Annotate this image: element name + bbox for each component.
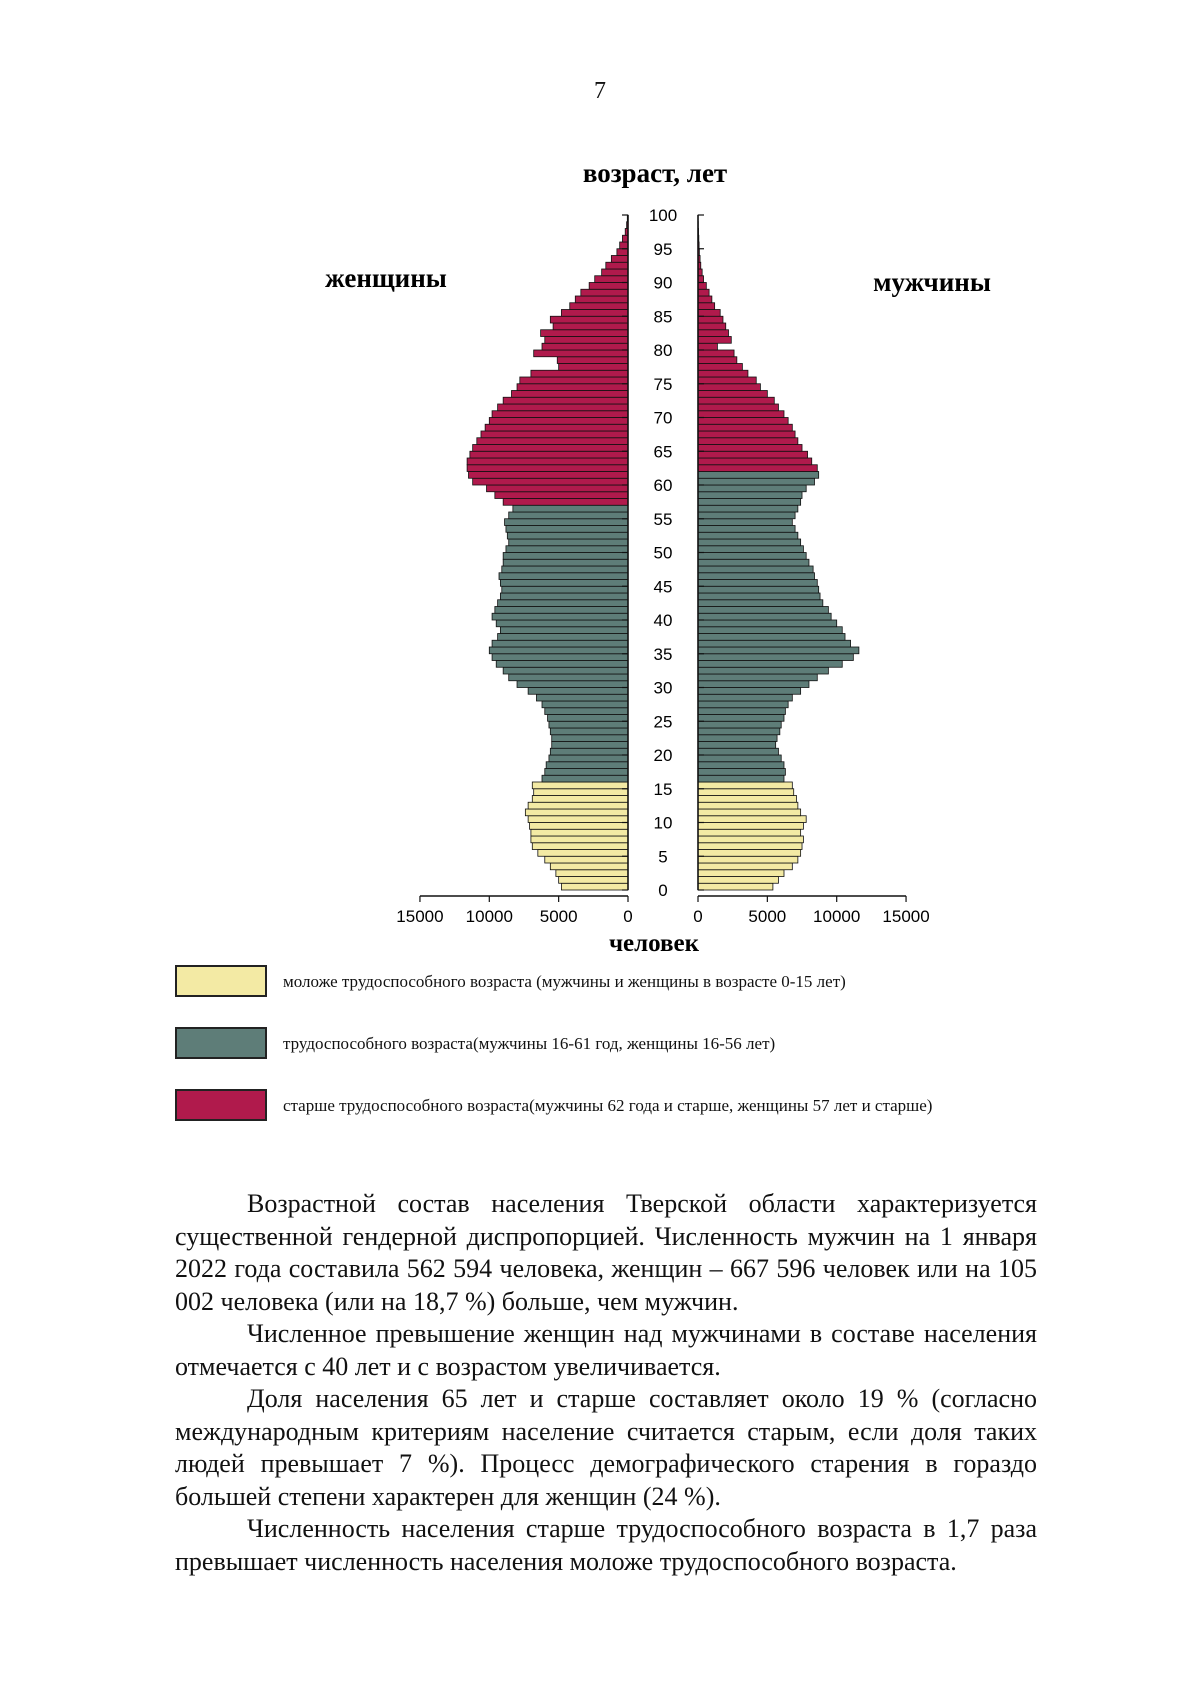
bar-men-age-71	[698, 404, 778, 411]
bar-men-age-54	[698, 519, 792, 526]
bar-women-age-64	[470, 451, 628, 458]
bar-men-age-78	[698, 357, 737, 364]
bar-women-age-85	[561, 310, 628, 317]
bar-men-age-17	[698, 769, 785, 776]
bar-men-age-13	[698, 796, 796, 803]
bar-men-age-5	[698, 850, 801, 857]
bar-men-age-57	[698, 499, 801, 506]
legend-text-young: моложе трудоспособного возраста (мужчины и женщины в возрасте 0-15 лет)	[283, 972, 846, 991]
bar-men-age-82	[698, 330, 729, 337]
bar-women-age-46	[499, 573, 628, 580]
paragraph-3: Доля населения 65 лет и старше составляет около 19 % (согласно международным критериям население считается старым, если доля таких людей превышает 7 %). Процесс демографического старения в гораздо большей степени характерен для женщин (24 %).	[175, 1384, 1037, 1511]
age-tick-label-0: 0	[658, 881, 668, 900]
bar-men-age-89	[698, 283, 706, 290]
bar-men-age-45	[698, 580, 817, 587]
age-tick-label-50: 50	[653, 543, 673, 563]
bar-men-age-39	[698, 620, 837, 627]
bar-women-age-8	[531, 829, 628, 836]
bar-men-age-53	[698, 526, 795, 533]
bar-women-age-40	[492, 613, 628, 620]
bar-men-age-4	[698, 856, 798, 863]
bar-men-age-51	[698, 539, 801, 546]
paragraph-2: Численное превышение женщин над мужчинами в составе населения отмечается с 40 лет и с возрастом увеличивается.	[175, 1319, 1037, 1381]
bar-women-age-24	[549, 721, 628, 728]
bar-women-age-4	[545, 856, 628, 863]
bar-women-age-91	[602, 269, 628, 276]
legend-item-elder	[175, 1087, 1035, 1143]
bar-women-age-55	[509, 512, 628, 519]
bar-men-age-74	[698, 384, 760, 391]
bar-women-age-47	[502, 566, 628, 573]
bar-men-age-29	[698, 688, 801, 695]
bar-women-age-54	[505, 519, 628, 526]
bar-men-age-16	[698, 775, 784, 782]
bar-women-age-0	[561, 883, 628, 890]
bar-women-age-6	[532, 843, 628, 850]
bar-women-age-77	[559, 364, 628, 371]
bar-women-age-22	[552, 735, 628, 742]
bar-women-age-73	[511, 391, 628, 398]
bar-men-age-46	[698, 573, 815, 580]
bar-women-age-27	[542, 701, 628, 708]
bar-men-age-12	[698, 802, 798, 809]
bar-men-age-90	[698, 276, 704, 283]
bar-men-age-49	[698, 553, 806, 560]
age-tick-label-75: 75	[653, 374, 673, 394]
bar-women-age-36	[492, 640, 628, 647]
bar-men-age-64	[698, 451, 808, 458]
bar-men-age-6	[698, 843, 802, 850]
bar-women-age-14	[534, 789, 628, 796]
bar-women-age-74	[517, 384, 628, 391]
women-label: женщины	[325, 263, 447, 293]
bar-men-age-11	[698, 809, 801, 816]
bar-women-age-95	[620, 242, 628, 249]
bar-women-age-11	[525, 809, 628, 816]
bar-men-age-7	[698, 836, 803, 843]
age-tick-label-5: 5	[658, 847, 668, 867]
bar-women-age-63	[467, 458, 628, 465]
bar-men-age-75	[698, 377, 756, 384]
bar-women-age-82	[541, 330, 628, 337]
bar-women-age-1	[559, 877, 628, 884]
bar-women-age-26	[545, 708, 628, 715]
age-tick-label-10: 10	[653, 813, 673, 833]
bar-women-age-33	[496, 661, 628, 668]
bar-women-age-81	[545, 337, 628, 344]
age-tick-label-20: 20	[653, 746, 673, 765]
bar-women-age-25	[548, 715, 628, 722]
bar-women-age-42	[498, 600, 628, 607]
bar-men-age-10	[698, 816, 806, 823]
bar-women-age-41	[495, 607, 628, 614]
bar-men-age-72	[698, 397, 774, 404]
bar-men-age-88	[698, 289, 709, 296]
bar-men-age-40	[698, 613, 831, 620]
bar-men-age-60	[698, 478, 815, 485]
bar-women-age-10	[528, 816, 628, 823]
bar-women-age-71	[498, 404, 628, 411]
bar-women-age-28	[536, 694, 628, 701]
bar-women-age-67	[481, 431, 628, 438]
bar-women-age-44	[502, 586, 628, 593]
bar-women-age-48	[503, 559, 628, 566]
bar-women-age-39	[496, 620, 628, 627]
bar-men-age-48	[698, 559, 809, 566]
bar-men-age-0	[698, 883, 773, 890]
bar-women-age-92	[606, 262, 628, 269]
bar-women-age-62	[467, 465, 628, 472]
bar-women-age-51	[509, 539, 628, 546]
bar-women-age-15	[532, 782, 628, 789]
bar-women-age-49	[503, 553, 628, 560]
paragraph-4: Численность населения старше трудоспособного возраста в 1,7 раза превышает численность населения моложе трудоспособного возраста.	[175, 1514, 1037, 1576]
bar-men-age-62	[698, 465, 817, 472]
bar-men-age-36	[698, 640, 851, 647]
bar-women-age-94	[617, 249, 628, 256]
women-bars	[467, 215, 628, 890]
bar-women-age-2	[556, 870, 628, 877]
bar-men-age-41	[698, 607, 828, 614]
bar-men-age-20	[698, 748, 778, 755]
men-label: мужчины	[873, 267, 991, 297]
age-tick-label-40: 40	[653, 611, 673, 630]
bar-men-age-28	[698, 694, 792, 701]
bar-women-age-83	[553, 323, 628, 330]
bar-women-age-13	[532, 796, 628, 803]
bar-women-age-21	[552, 742, 628, 749]
bar-men-age-1	[698, 877, 778, 884]
age-tick-label-85: 85	[653, 307, 673, 327]
bar-men-age-47	[698, 566, 813, 573]
bar-women-age-60	[473, 478, 628, 485]
bar-women-age-56	[513, 505, 628, 512]
x-tick-label-left-5000: 5000	[539, 907, 578, 926]
chart-title: возраст, лет	[582, 158, 728, 188]
bar-women-age-19	[549, 755, 628, 762]
bar-women-age-93	[611, 256, 628, 263]
bar-men-age-30	[698, 681, 809, 688]
bar-women-age-3	[550, 863, 628, 870]
bar-men-age-27	[698, 701, 788, 708]
bar-women-age-61	[468, 472, 628, 479]
bar-women-age-66	[477, 438, 628, 445]
page-number: 7	[594, 78, 606, 104]
age-tick-label-25: 25	[653, 712, 673, 732]
bar-men-age-19	[698, 755, 781, 762]
bar-men-age-33	[698, 661, 842, 668]
bar-men-age-87	[698, 296, 712, 303]
bar-women-age-53	[506, 526, 628, 533]
bar-women-age-69	[489, 418, 628, 425]
legend-swatch-young	[175, 965, 267, 997]
bar-women-age-37	[498, 634, 628, 641]
bar-men-age-35	[698, 647, 859, 654]
bar-men-age-65	[698, 445, 802, 452]
bar-women-age-84	[550, 316, 628, 323]
bar-men-age-79	[698, 350, 734, 357]
bar-men-age-56	[698, 505, 798, 512]
bar-men-age-44	[698, 586, 819, 593]
bar-women-age-78	[557, 357, 628, 364]
bar-men-age-69	[698, 418, 788, 425]
legend	[175, 963, 1035, 1149]
bar-women-age-29	[528, 688, 628, 695]
bar-men-age-24	[698, 721, 781, 728]
x-tick-label-right-10000: 10000	[813, 907, 861, 926]
bar-women-age-45	[500, 580, 628, 587]
bar-men-age-58	[698, 492, 802, 499]
age-tick-label-35: 35	[653, 644, 673, 664]
bar-women-age-59	[487, 485, 628, 492]
bar-women-age-35	[489, 647, 628, 654]
bar-men-age-9	[698, 823, 803, 830]
body-text	[175, 1188, 1037, 1578]
bar-men-age-8	[698, 829, 801, 836]
bar-women-age-57	[503, 499, 628, 506]
bar-men-age-80	[698, 343, 717, 350]
bar-women-age-70	[492, 411, 628, 418]
bar-women-age-9	[530, 823, 628, 830]
bar-men-age-26	[698, 708, 785, 715]
age-tick-label-45: 45	[653, 577, 673, 597]
bar-women-age-75	[520, 377, 628, 384]
bar-women-age-34	[492, 654, 628, 661]
bar-women-age-32	[503, 667, 628, 674]
bar-women-age-5	[538, 850, 628, 857]
bar-women-age-87	[575, 296, 628, 303]
bar-women-age-89	[589, 283, 628, 290]
legend-swatch-working	[175, 1027, 267, 1059]
bar-men-age-86	[698, 303, 715, 310]
bar-men-age-22	[698, 735, 777, 742]
bar-women-age-16	[542, 775, 628, 782]
bar-women-age-43	[500, 593, 628, 600]
bar-men-age-43	[698, 593, 820, 600]
bar-men-age-63	[698, 458, 812, 465]
bar-men-age-42	[698, 600, 823, 607]
bar-women-age-80	[542, 343, 628, 350]
bar-men-age-34	[698, 654, 853, 661]
bar-men-age-70	[698, 411, 784, 418]
bar-men-age-52	[698, 532, 798, 539]
bar-men-age-18	[698, 762, 784, 769]
bar-men-age-73	[698, 391, 767, 398]
bar-men-age-3	[698, 863, 792, 870]
bar-women-age-12	[528, 802, 628, 809]
bar-women-age-90	[595, 276, 628, 283]
age-tick-label-100: 100	[648, 206, 678, 225]
bar-women-age-65	[473, 445, 628, 452]
legend-text-elder: старше трудоспособного возраста(мужчины 62 года и старше, женщины 57 лет и старше)	[283, 1096, 933, 1115]
bar-women-age-31	[509, 674, 628, 681]
age-tick-label-65: 65	[653, 442, 673, 462]
x-axis-label: человек	[608, 930, 700, 957]
bar-women-age-50	[506, 546, 628, 553]
x-tick-label-right-0: 0	[693, 907, 703, 926]
bar-men-age-25	[698, 715, 784, 722]
x-tick-label-left-0: 0	[623, 907, 633, 926]
bar-women-age-72	[503, 397, 628, 404]
bar-men-age-2	[698, 870, 784, 877]
bar-men-age-85	[698, 310, 720, 317]
x-tick-label-right-15000: 15000	[882, 907, 930, 926]
bar-women-age-52	[507, 532, 628, 539]
bar-men-age-66	[698, 438, 798, 445]
bar-women-age-38	[500, 627, 628, 634]
bar-women-age-7	[531, 836, 628, 843]
bar-women-age-17	[545, 769, 628, 776]
legend-item-working	[175, 1025, 1035, 1081]
bar-men-age-55	[698, 512, 795, 519]
bar-men-age-61	[698, 472, 819, 479]
bar-women-age-86	[570, 303, 628, 310]
bar-men-age-37	[698, 634, 845, 641]
bar-women-age-58	[495, 492, 628, 499]
bar-men-age-38	[698, 627, 842, 634]
bar-men-age-21	[698, 742, 776, 749]
age-tick-label-80: 80	[653, 341, 673, 360]
bar-men-age-14	[698, 789, 794, 796]
bar-women-age-20	[550, 748, 628, 755]
age-tick-label-70: 70	[653, 408, 673, 428]
age-tick-label-60: 60	[653, 476, 673, 495]
bar-men-age-32	[698, 667, 828, 674]
bar-women-age-96	[622, 235, 628, 242]
men-bars	[698, 215, 859, 890]
bar-women-age-68	[485, 424, 628, 431]
bar-men-age-50	[698, 546, 803, 553]
bar-men-age-15	[698, 782, 792, 789]
age-tick-label-15: 15	[653, 779, 673, 799]
age-tick-label-55: 55	[653, 509, 673, 529]
age-tick-label-90: 90	[653, 273, 673, 293]
bar-men-age-67	[698, 431, 795, 438]
x-tick-label-right-5000: 5000	[748, 907, 787, 926]
x-tick-label-left-10000: 10000	[465, 907, 513, 926]
bar-men-age-31	[698, 674, 817, 681]
bar-women-age-79	[534, 350, 628, 357]
chart-axes	[396, 206, 929, 926]
age-tick-label-95: 95	[653, 239, 673, 259]
bar-women-age-88	[581, 289, 628, 296]
bar-men-age-77	[698, 364, 742, 371]
legend-swatch-elder	[175, 1089, 267, 1121]
bar-men-age-76	[698, 370, 748, 377]
x-tick-label-left-15000: 15000	[396, 907, 444, 926]
legend-text-working: трудоспособного возраста(мужчины 16-61 год, женщины 16-56 лет)	[283, 1034, 776, 1053]
paragraph-1: Возрастной состав населения Тверской области характеризуется существенной гендерной диспропорцией. Численность мужчин на 1 января 2022 года составила 562 594 человека, женщин – 667 596 человек или на 105 002 человека (или на 18,7 %) больше, чем мужчин.	[175, 1189, 1037, 1316]
age-tick-label-30: 30	[653, 678, 673, 698]
bar-men-age-84	[698, 316, 723, 323]
bar-men-age-81	[698, 337, 731, 344]
bar-men-age-59	[698, 485, 806, 492]
bar-women-age-18	[546, 762, 628, 769]
bar-women-age-76	[531, 370, 628, 377]
bar-women-age-30	[517, 681, 628, 688]
bar-men-age-23	[698, 728, 780, 735]
bar-women-age-23	[550, 728, 628, 735]
legend-item-young	[175, 963, 1035, 1019]
bar-men-age-68	[698, 424, 792, 431]
bar-men-age-83	[698, 323, 726, 330]
